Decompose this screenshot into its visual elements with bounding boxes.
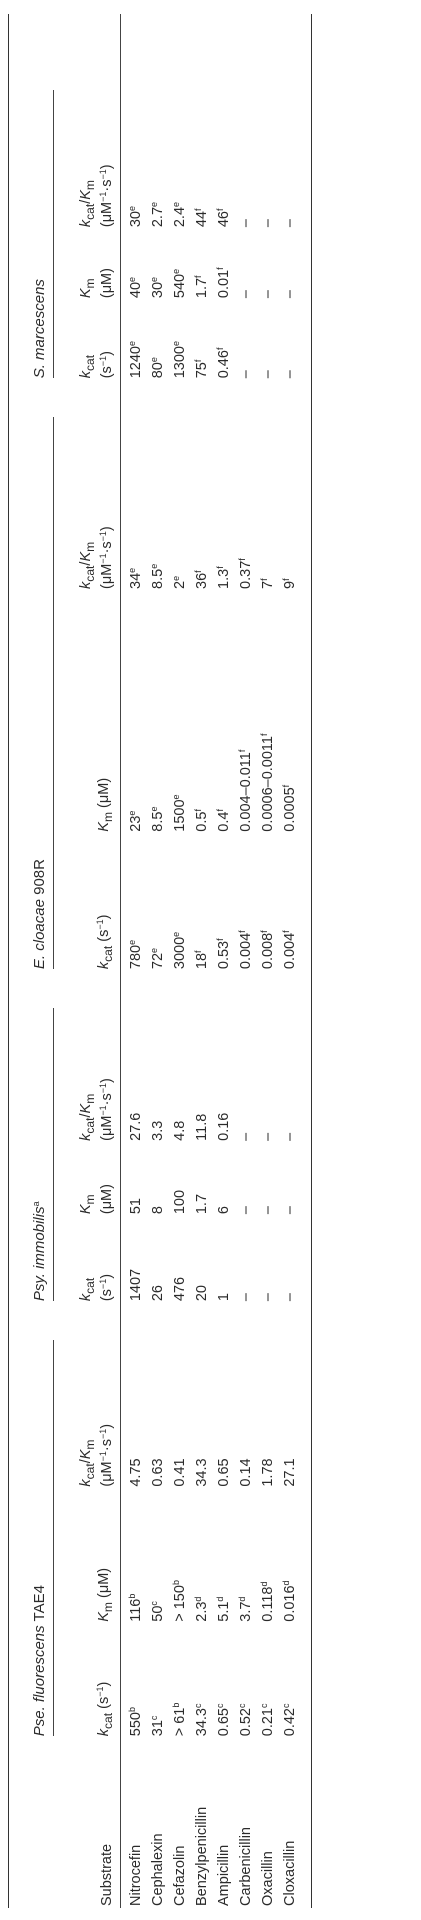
value-cell-psy-ratio <box>279 1008 301 1141</box>
footnote-marker: f <box>193 208 203 211</box>
cell-value: – <box>260 290 276 299</box>
table-top-rule <box>9 14 26 1908</box>
cell-value: 0.14 <box>238 1458 254 1487</box>
cell-value: – <box>260 219 276 228</box>
cell-value: 0.01 <box>216 269 232 299</box>
value-cell-ent-km <box>213 589 235 832</box>
cell-value: 1.78 <box>260 1458 276 1487</box>
value-cell-ser-kcat <box>279 298 301 378</box>
cell-value: 1300 <box>172 346 188 379</box>
cell-value: 8.5 <box>150 568 166 589</box>
value-cell-ser-ratio <box>169 90 191 227</box>
value-cell-psy-km <box>235 1141 257 1214</box>
cell-value: 0.118 <box>260 1586 276 1622</box>
cell-value: 0.0005 <box>282 787 298 832</box>
footnote-marker: f <box>237 930 247 933</box>
group-s-marcescens: S. marcescens <box>25 90 54 379</box>
cell-value: > 61 <box>172 1707 188 1737</box>
value-cell-ser-ratio <box>147 90 169 227</box>
cell-value: 75 <box>194 362 210 379</box>
footnote-marker: c <box>193 1703 203 1709</box>
cell-value: 116 <box>128 1598 144 1622</box>
cell-value: 780 <box>128 944 144 970</box>
table-row <box>169 14 191 1908</box>
value-cell-ent-ratio <box>279 417 301 589</box>
footnote-marker: d <box>193 1596 203 1602</box>
value-cell-ser-ratio <box>279 90 301 227</box>
value-cell-pse-km <box>147 1487 169 1622</box>
footnote-marker: e <box>127 939 137 945</box>
kinetics-table <box>8 14 312 1908</box>
value-cell-ent-kcat <box>169 832 191 969</box>
value-cell-pse-ratio <box>147 1340 169 1487</box>
footnote-marker: f <box>193 809 203 812</box>
value-cell-ent-km <box>235 589 257 832</box>
value-cell-pse-ratio <box>169 1340 191 1487</box>
cell-value: – <box>282 1206 298 1215</box>
header-ent-km: $K_m$ (μM) <box>54 589 121 832</box>
footnote-marker: e <box>171 341 181 347</box>
header-pse-kcat: $k_{cat}$ $(s^{-1})$ <box>54 1622 121 1737</box>
value-cell-pse-ratio <box>235 1340 257 1487</box>
value-cell-pse-km <box>169 1487 191 1622</box>
value-cell-psy-kcat <box>121 1214 148 1301</box>
cell-value: 80 <box>150 362 166 379</box>
footnote-marker: f <box>281 930 291 933</box>
cell-value: > 150 <box>172 1585 188 1622</box>
value-cell-ent-km <box>169 589 191 832</box>
footnote-marker: c <box>149 1715 159 1721</box>
value-cell-ser-km <box>235 227 257 298</box>
footnote-marker: f <box>215 347 225 351</box>
footnote-marker: f <box>193 275 203 278</box>
value-cell-ser-km <box>191 227 213 298</box>
substrate-cell: Nitrocefin <box>128 1844 144 1906</box>
value-cell-psy-km <box>191 1141 213 1214</box>
value-cell-psy-kcat <box>147 1214 169 1301</box>
cell-value: 1500 <box>172 799 188 832</box>
cell-value: 3.7 <box>238 1601 254 1622</box>
footnote-marker: e <box>127 810 137 816</box>
table-row <box>147 14 169 1908</box>
value-cell-pse-kcat <box>235 1622 257 1737</box>
value-cell-ent-km <box>121 589 148 832</box>
value-cell-pse-ratio <box>191 1340 213 1487</box>
cell-value: 26 <box>150 1285 166 1302</box>
value-cell-ser-km <box>279 227 301 298</box>
cell-value: 0.016 <box>282 1585 298 1622</box>
value-cell-ent-ratio <box>191 417 213 589</box>
substrate-cell: Cephalexin <box>150 1833 166 1906</box>
value-cell-psy-ratio <box>169 1008 191 1141</box>
cell-value: – <box>238 370 254 379</box>
group-psy-immobilis: Psy. immobilis$^a$ <box>25 1008 54 1301</box>
value-cell-ser-kcat <box>169 298 191 378</box>
value-cell-ent-ratio <box>213 417 235 589</box>
value-cell-ser-ratio <box>121 90 148 227</box>
cell-value: 0.41 <box>172 1458 188 1487</box>
table-row <box>121 14 148 1908</box>
value-cell-psy-km <box>213 1141 235 1214</box>
cell-value: 1.7 <box>194 277 210 299</box>
cell-value: 2 <box>172 580 188 589</box>
footnote-marker: b <box>127 1593 137 1599</box>
value-cell-ent-ratio <box>147 417 169 589</box>
table-row <box>235 14 257 1908</box>
cell-value: 540 <box>172 273 188 299</box>
cell-value: 34.3 <box>194 1458 210 1487</box>
cell-value: 0.37 <box>238 560 254 589</box>
value-cell-ent-kcat <box>235 832 257 969</box>
cell-value: 3.3 <box>150 1120 166 1141</box>
value-cell-ser-ratio <box>191 90 213 227</box>
cell-value: – <box>260 1206 276 1215</box>
cell-value: 8 <box>150 1206 166 1215</box>
footnote-marker: d <box>259 1581 269 1587</box>
cell-value: 0.53 <box>216 940 232 970</box>
substrate-cell: Cloxacillin <box>282 1840 298 1906</box>
cell-value: – <box>238 219 254 228</box>
footnote-marker: d <box>281 1580 291 1586</box>
table-row <box>279 14 301 1908</box>
cell-value: 36 <box>194 572 210 589</box>
cell-value: 18 <box>194 952 210 970</box>
footnote-marker: c <box>259 1703 269 1709</box>
value-cell-psy-km <box>257 1141 279 1214</box>
value-cell-ent-ratio <box>121 417 148 589</box>
value-cell-pse-kcat <box>257 1622 279 1737</box>
value-cell-pse-ratio <box>121 1340 148 1487</box>
cell-value: 2.3 <box>194 1601 210 1622</box>
cell-value: 1.7 <box>194 1193 210 1215</box>
cell-value: 0.5 <box>194 811 210 832</box>
substrate-cell: Oxacillin <box>260 1851 276 1906</box>
cell-value: 6 <box>216 1206 232 1215</box>
cell-value: – <box>238 1132 254 1141</box>
value-cell-pse-kcat <box>213 1622 235 1737</box>
value-cell-pse-km <box>235 1487 257 1622</box>
value-cell-psy-ratio <box>191 1008 213 1141</box>
value-cell-psy-kcat <box>169 1214 191 1301</box>
cell-value: 1240 <box>128 346 144 379</box>
cell-value: 9 <box>282 580 298 589</box>
value-cell-psy-kcat <box>279 1214 301 1301</box>
value-cell-ent-km <box>191 589 213 832</box>
cell-value: – <box>282 290 298 299</box>
cell-value: 0.008 <box>260 932 276 970</box>
value-cell-ent-ratio <box>169 417 191 589</box>
footnote-marker: e <box>171 931 181 937</box>
footnote-marker: f <box>215 809 225 812</box>
header-ser-km: $K_m$ (μM) <box>54 227 121 298</box>
cell-value: – <box>238 1206 254 1215</box>
value-cell-pse-kcat <box>147 1622 169 1737</box>
cell-value: – <box>238 1293 254 1302</box>
cell-value: – <box>282 370 298 379</box>
cell-value: 0.21 <box>260 1708 276 1737</box>
header-psy-kcat: $k_{cat}$ $(s^{-1})$ <box>54 1214 121 1301</box>
footnote-marker: f <box>215 208 225 211</box>
footnote-marker: f <box>259 733 269 737</box>
value-cell-ser-ratio <box>235 90 257 227</box>
value-cell-psy-ratio <box>213 1008 235 1141</box>
group-pse-fluorescens: Pse. fluorescens TAE4 <box>25 1340 54 1736</box>
footnote-marker: c <box>281 1703 291 1709</box>
table-row <box>213 14 235 1908</box>
substrate-cell: Carbenicillin <box>238 1827 254 1906</box>
value-cell-psy-ratio <box>257 1008 279 1141</box>
cell-value: 0.52 <box>238 1708 254 1737</box>
value-cell-psy-kcat <box>257 1214 279 1301</box>
footnote-marker: e <box>149 806 159 812</box>
value-cell-psy-km <box>279 1141 301 1214</box>
cell-value: 27.1 <box>282 1458 298 1487</box>
cell-value: 0.004 <box>282 932 298 970</box>
cell-value: 5.1 <box>216 1601 232 1622</box>
value-cell-ser-km <box>257 227 279 298</box>
value-cell-ent-km <box>279 589 301 832</box>
value-cell-pse-ratio <box>257 1340 279 1487</box>
value-cell-psy-km <box>121 1141 148 1214</box>
cell-value: – <box>260 1293 276 1302</box>
value-cell-pse-km <box>121 1487 148 1622</box>
substrate-cell: Cefazolin <box>172 1845 188 1906</box>
value-cell-pse-km <box>257 1487 279 1622</box>
cell-value: 0.004 <box>238 932 254 970</box>
header-ent-ratio: $k_{cat}/K_m$ $(\mu M^{-1}\cdot s^{-1})$ <box>54 417 121 589</box>
cell-value: 2.4 <box>172 206 188 228</box>
cell-value: 30 <box>128 211 144 228</box>
value-cell-ent-ratio <box>257 417 279 589</box>
header-ser-ratio: $k_{cat}/K_m$ $(\mu M^{-1}\cdot s^{-1})$ <box>54 90 121 227</box>
footnote-marker: f <box>215 938 225 941</box>
footnote-marker: f <box>215 267 225 270</box>
value-cell-pse-km <box>279 1487 301 1622</box>
value-cell-pse-kcat <box>279 1622 301 1737</box>
cell-value: 50 <box>150 1605 166 1622</box>
cell-value: 44 <box>194 211 210 228</box>
table-row <box>257 14 279 1908</box>
value-cell-ser-kcat <box>257 298 279 378</box>
cell-value: 0.4 <box>216 811 232 832</box>
cell-value: – <box>282 1293 298 1302</box>
value-cell-psy-ratio <box>235 1008 257 1141</box>
header-psy-km: $K_m$ (μM) <box>54 1141 121 1214</box>
cell-value: – <box>238 290 254 299</box>
cell-value: 1407 <box>128 1268 144 1302</box>
value-cell-ser-ratio <box>257 90 279 227</box>
value-cell-ser-kcat <box>191 298 213 378</box>
cell-value: – <box>260 370 276 379</box>
footnote-marker: e <box>127 341 137 347</box>
value-cell-psy-kcat <box>213 1214 235 1301</box>
organism-header-row <box>25 14 54 1908</box>
footnote-marker: d <box>237 1596 247 1602</box>
footnote-marker: b <box>171 1580 181 1586</box>
value-cell-ent-kcat <box>257 832 279 969</box>
footnote-marker: f <box>215 566 225 569</box>
header-pse-km: $K_m$ (μM) <box>54 1487 121 1622</box>
header-ent-kcat: $k_{cat}$ $(s^{-1})$ <box>54 832 121 969</box>
cell-value: 1.3 <box>216 568 232 589</box>
cell-value: – <box>260 1132 276 1141</box>
footnote-marker: b <box>127 1707 137 1713</box>
cell-value: 11.8 <box>194 1113 210 1141</box>
footnote-marker: f <box>237 558 247 561</box>
value-cell-psy-kcat <box>235 1214 257 1301</box>
value-cell-ent-kcat <box>279 832 301 969</box>
value-cell-ser-ratio <box>213 90 235 227</box>
footnote-marker: e <box>171 575 181 581</box>
value-cell-ser-km <box>169 227 191 298</box>
cell-value: 1 <box>216 1293 232 1302</box>
footnote-marker: d <box>215 1596 225 1602</box>
footnote-marker: f <box>193 570 203 573</box>
value-cell-ent-km <box>257 589 279 832</box>
cell-value: 0.0006–0.0011 <box>260 736 276 832</box>
footnote-marker: e <box>171 201 181 207</box>
footnote-marker: f <box>281 784 291 788</box>
value-cell-ser-kcat <box>121 298 148 378</box>
value-cell-psy-ratio <box>121 1008 148 1141</box>
footnote-marker: f <box>281 578 291 581</box>
table-row <box>191 14 213 1908</box>
footnote-marker: f <box>193 950 203 953</box>
group-e-cloacae: E. cloacae 908R <box>25 417 54 969</box>
footnote-marker: f <box>193 359 203 363</box>
cell-value: 0.65 <box>216 1458 232 1487</box>
value-cell-pse-km <box>213 1487 235 1622</box>
value-cell-ser-km <box>213 227 235 298</box>
header-psy-ratio: $k_{cat}/K_m$ $(\mu M^{-1}\cdot s^{-1})$ <box>54 1008 121 1141</box>
footnote-marker: f <box>259 578 269 581</box>
value-cell-ent-km <box>147 589 169 832</box>
cell-value: 40 <box>128 281 144 299</box>
footnote-marker: e <box>149 563 159 569</box>
footnote-marker: c <box>237 1703 247 1709</box>
cell-value: – <box>282 219 298 228</box>
cell-value: 0.46 <box>216 350 232 379</box>
cell-value: – <box>282 1132 298 1141</box>
value-cell-pse-kcat <box>121 1622 148 1737</box>
footnote-marker: e <box>171 268 181 274</box>
cell-value: 30 <box>150 281 166 299</box>
cell-value: 0.004–0.011 <box>238 752 254 832</box>
cell-value: 100 <box>172 1189 188 1215</box>
footnote-marker: b <box>171 1702 181 1708</box>
value-cell-psy-km <box>147 1141 169 1214</box>
header-pse-ratio: $k_{cat}/K_m$ $(\mu M^{-1}\cdot s^{-1})$ <box>54 1340 121 1487</box>
footnote-marker: f <box>259 930 269 933</box>
cell-value: 27.6 <box>128 1112 144 1141</box>
value-cell-psy-km <box>169 1141 191 1214</box>
footnote-marker: c <box>149 1601 159 1606</box>
value-cell-ser-kcat <box>213 298 235 378</box>
substrate-cell: Ampicillin <box>216 1844 232 1906</box>
value-cell-ser-kcat <box>147 298 169 378</box>
cell-value: 3000 <box>172 936 188 970</box>
cell-value: 550 <box>128 1712 144 1737</box>
cell-value: 7 <box>260 580 276 589</box>
cell-value: 34 <box>128 572 144 589</box>
footnote-marker: e <box>127 205 137 211</box>
value-cell-ent-kcat <box>121 832 148 969</box>
value-cell-pse-kcat <box>169 1622 191 1737</box>
value-cell-ent-kcat <box>191 832 213 969</box>
value-cell-ser-kcat <box>235 298 257 378</box>
footnote-marker: e <box>127 567 137 573</box>
cell-value: 4.8 <box>172 1120 188 1141</box>
value-cell-ent-ratio <box>235 417 257 589</box>
header-substrate: Substrate <box>54 1736 121 1908</box>
footnote-marker: f <box>237 749 247 753</box>
table-bottom-rule <box>301 14 312 1908</box>
value-cell-psy-ratio <box>147 1008 169 1141</box>
cell-value: 20 <box>194 1285 210 1302</box>
cell-value: 23 <box>128 815 144 832</box>
value-cell-psy-kcat <box>191 1214 213 1301</box>
footnote-marker: e <box>127 276 137 282</box>
cell-value: 72 <box>150 952 166 970</box>
cell-value: 31 <box>150 1720 166 1737</box>
cell-value: 2.7 <box>150 206 166 228</box>
footnote-marker: e <box>149 947 159 953</box>
footnote-marker: e <box>149 201 159 207</box>
cell-value: 0.63 <box>150 1458 166 1487</box>
cell-value: 0.16 <box>216 1112 232 1141</box>
value-cell-ent-kcat <box>213 832 235 969</box>
cell-value: 8.5 <box>150 811 166 832</box>
column-header-row <box>54 14 121 1908</box>
value-cell-ser-km <box>147 227 169 298</box>
cell-value: 0.42 <box>282 1708 298 1737</box>
value-cell-pse-ratio <box>213 1340 235 1487</box>
cell-value: 51 <box>128 1198 144 1215</box>
cell-value: 4.75 <box>128 1458 144 1487</box>
value-cell-ent-kcat <box>147 832 169 969</box>
value-cell-pse-ratio <box>279 1340 301 1487</box>
value-cell-pse-kcat <box>191 1622 213 1737</box>
value-cell-pse-km <box>191 1487 213 1622</box>
footnote-marker: e <box>149 357 159 363</box>
footnote-marker: e <box>149 276 159 282</box>
header-ser-kcat: $k_{cat}$ $(s^{-1})$ <box>54 298 121 378</box>
cell-value: 0.65 <box>216 1708 232 1737</box>
cell-value: 34.3 <box>194 1708 210 1737</box>
footnote-marker: c <box>215 1703 225 1709</box>
value-cell-ser-km <box>121 227 148 298</box>
footnote-marker: e <box>171 794 181 800</box>
cell-value: 46 <box>216 211 232 228</box>
substrate-cell: Benzylpenicillin <box>194 1806 210 1906</box>
cell-value: 476 <box>172 1276 188 1302</box>
